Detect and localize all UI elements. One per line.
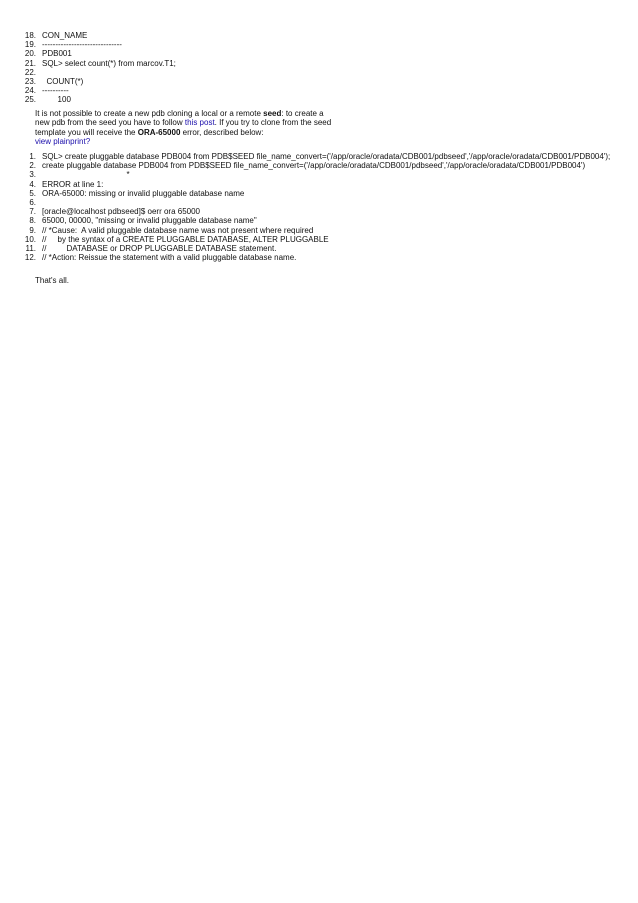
code-line — [20, 40, 176, 49]
code-text: ---------- — [42, 86, 69, 96]
code-text: // *Cause: A valid pluggable database name was not present where required — [42, 225, 314, 235]
code-line — [20, 253, 610, 262]
paragraph-text: It is not possible to create a new pdb cloning a local or a remote — [35, 109, 264, 118]
code-line — [20, 68, 176, 77]
code-text: ------------------------------ — [42, 40, 122, 50]
line-number: 23. — [24, 76, 36, 86]
closing-text: That's all. — [35, 276, 69, 285]
line-number: 10. — [24, 234, 36, 244]
code-text: // *Action: Reissue the statement with a valid pluggable database name. — [42, 253, 297, 263]
paragraph-text: error, described below: — [180, 127, 264, 137]
code-line — [20, 235, 610, 244]
code-toolbar — [35, 137, 90, 146]
code-text: [oracle@localhost pdbseed]$ oerr ora 65000 — [42, 207, 200, 217]
code-text: ORA-65000: missing or invalid pluggable database name — [42, 188, 245, 198]
code-line — [20, 59, 176, 68]
code-line — [20, 207, 610, 216]
code-text: // by the syntax of a CREATE PLUGGABLE DATABASE, ALTER PLUGGABLE — [42, 234, 329, 244]
code-text: CON_NAME — [42, 31, 88, 40]
code-text: SQL> create pluggable database PDB004 from PDB$SEED file_name_convert=('/app/oracle/oradata/CDB001/pdbseed','/app/oracle/oradata/CDB001/PDB004'); — [42, 152, 611, 161]
code-block-top — [20, 31, 176, 105]
line-number: 8. — [29, 216, 36, 226]
line-number: 7. — [29, 207, 36, 217]
line-number: 25. — [24, 95, 36, 105]
line-number: 11. — [25, 243, 36, 253]
line-number: 3. — [29, 170, 36, 180]
code-line — [20, 49, 176, 58]
body-paragraph — [35, 109, 335, 137]
code-line — [20, 170, 610, 179]
code-text: create pluggable database PDB004 from PDB$SEED file_name_convert=('/app/oracle/oradata/CDB001/pdbseed','/app/oracle/oradata/CDB001/PDB004') — [42, 161, 586, 171]
code-line — [20, 180, 610, 189]
line-number: 6. — [29, 197, 36, 207]
code-text: 100 — [42, 95, 71, 105]
line-number: 4. — [29, 179, 36, 189]
code-text: COUNT(*) — [42, 76, 84, 86]
view-plain-link[interactable]: view plain — [35, 137, 71, 146]
paragraph-text: : to create a new pdb from the seed you have to follow — [35, 109, 324, 128]
line-number: 19. — [24, 40, 36, 50]
code-text: ERROR at line 1: — [42, 179, 104, 189]
code-line — [20, 244, 610, 253]
line-number: 12. — [24, 253, 36, 263]
code-line — [20, 216, 610, 225]
code-line — [20, 95, 176, 104]
print-link[interactable]: print — [70, 137, 86, 146]
code-line — [20, 152, 610, 161]
paragraph-text: . If you try to clone from the seed template you will receive the — [35, 118, 332, 137]
help-link[interactable]: ? — [85, 137, 91, 146]
line-number: 1. — [29, 152, 36, 161]
code-text: * — [42, 170, 130, 180]
code-line — [20, 31, 176, 40]
code-line — [20, 77, 176, 86]
code-block-bottom — [20, 152, 610, 262]
line-number: 24. — [24, 86, 36, 96]
code-line — [20, 86, 176, 95]
line-number: 20. — [24, 49, 36, 59]
line-number: 21. — [24, 58, 36, 68]
code-line — [20, 161, 610, 170]
code-text: PDB001 — [42, 49, 72, 59]
line-number: 18. — [24, 31, 36, 40]
code-text: 65000, 00000, "missing or invalid pluggable database name" — [42, 216, 257, 226]
line-number: 22. — [24, 67, 36, 77]
code-line — [20, 189, 610, 198]
line-number: 5. — [29, 188, 36, 198]
line-number: 2. — [29, 161, 36, 171]
line-number: 9. — [29, 225, 36, 235]
error-code-bold-text: ORA-65000 — [137, 127, 181, 137]
code-text: SQL> select count(*) from marcov.T1; — [42, 58, 176, 68]
code-line — [20, 198, 610, 207]
code-line — [20, 226, 610, 235]
code-text: // DATABASE or DROP PLUGGABLE DATABASE statement. — [42, 243, 277, 253]
seed-bold-text: seed — [263, 109, 282, 118]
this-post-link[interactable]: this post — [184, 118, 215, 128]
